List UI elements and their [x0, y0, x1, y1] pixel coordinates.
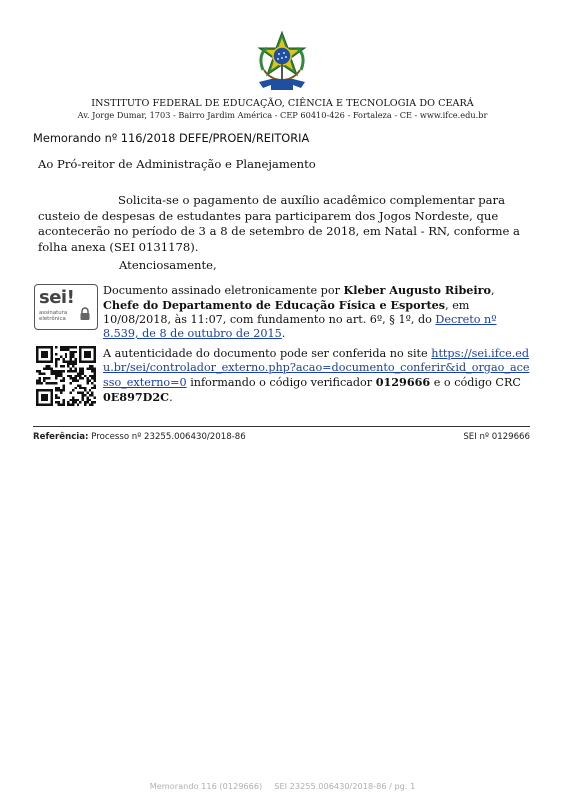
signer-role: Chefe do Departamento de Educação Física e Esportes	[103, 298, 446, 312]
signature-lead: Documento assinado eletronicamente por	[103, 284, 344, 297]
sei-signature-logo	[34, 284, 98, 330]
reference-divider	[33, 426, 530, 427]
reference-process	[33, 432, 246, 442]
memo-id: Memorando nº 116/2018 DEFE/PROEN/REITORIA	[33, 131, 310, 145]
signature-statement	[103, 283, 533, 341]
institution-address: Av. Jorge Dumar, 1703 - Bairro Jardim América - CEP 60410-426 - Fortaleza - CE - www.ifce.edu.br	[77, 110, 488, 120]
decree-link[interactable]: Decreto nº 8.539, de 8 de outubro de 2015	[103, 313, 497, 340]
verification-end: .	[169, 391, 173, 404]
verification-crc: 0E897D2C	[103, 390, 170, 404]
page-footer	[0, 781, 565, 791]
verification-link[interactable]: https://sei.ifce.edu.br/sei/controlador_externo.php?acao=documento_conferir&id_orgao_acesso_externo=0	[103, 347, 530, 389]
verification-lead: A autenticidade do documento pode ser conferida no site	[103, 347, 432, 360]
signature-end: .	[281, 327, 286, 340]
brazil-coat-of-arms-icon	[251, 30, 313, 96]
qr-code-icon	[36, 346, 96, 406]
memo-closing: Atenciosamente,	[119, 258, 217, 272]
reference-value: Processo nº 23255.006430/2018-86	[88, 432, 246, 442]
reference-sei-number: SEI nº 0129666	[463, 432, 530, 442]
verification-statement	[103, 347, 533, 405]
verification-mid2: e o código CRC	[430, 376, 521, 389]
sei-logo-word: sei!	[39, 287, 75, 308]
reference-label: Referência:	[33, 432, 89, 442]
memo-body: Solicita-se o pagamento de auxílio acadêmico complementar para custeio de despesas de estudantes para participarem dos Jogos Nordeste, que acontecerão no período de 3 a 8 de setembro de 2018, em Natal - RN, conforme a folha anexa (SEI 0131178).	[38, 193, 520, 254]
verification-code: 0129666	[375, 375, 431, 389]
signer-name: Kleber Augusto Ribeiro	[343, 283, 491, 297]
sei-logo-subtitle: assinatura eletrônica	[39, 310, 68, 322]
lock-icon	[79, 307, 91, 321]
footer-right: SEI 23255.006430/2018-86 / pg. 1	[274, 781, 416, 791]
footer-left: Memorando 116 (0129666)	[149, 781, 263, 791]
memo-recipient: Ao Pró-reitor de Administração e Planejamento	[38, 157, 316, 171]
verification-mid: informando o código verificador	[186, 376, 376, 389]
institution-name: INSTITUTO FEDERAL DE EDUCAÇÃO, CIÊNCIA E TECNOLOGIA DO CEARÁ	[91, 98, 474, 109]
signature-detail: , em 10/08/2018, às 11:07, com fundamento no art. 6º, § 1º, do	[103, 299, 470, 326]
signature-sep: ,	[491, 284, 495, 297]
